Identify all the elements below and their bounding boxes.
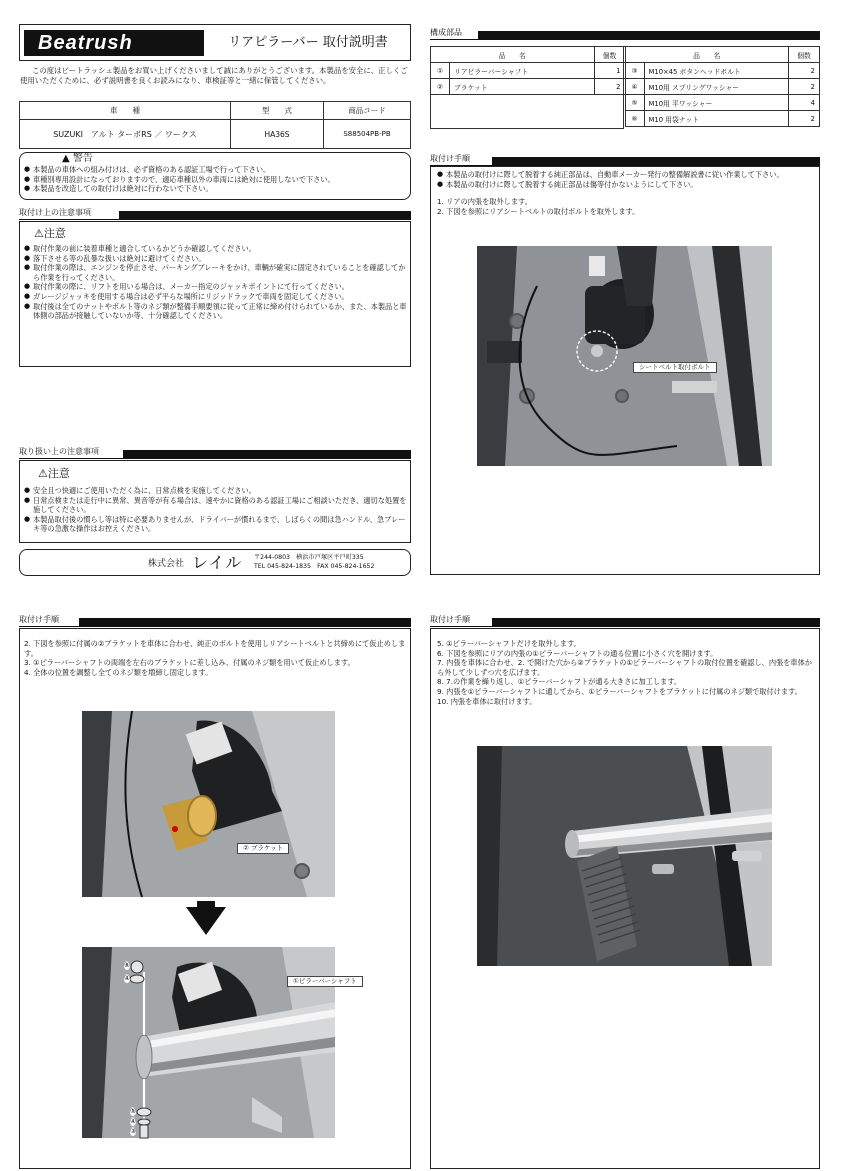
bracket-callout: ② ブラケット — [237, 843, 289, 854]
hw-label-spring-washer-top: ④ — [124, 974, 131, 982]
proc1-steps — [437, 197, 817, 216]
bracket-photo — [82, 711, 335, 897]
parts-row: ② ブラケット 2 ④ M10用 スプリングワッシャー 2 — [431, 79, 820, 95]
down-arrow-stem — [197, 901, 215, 911]
parts-left-frame — [430, 46, 624, 129]
note-item: ● 本製品の取付けに際して脱着する純正部品は、自動車メーカー発行の整備解説書に従い作業して下さい。 — [437, 170, 817, 180]
caution-item: ● 取付作業の前に装着車種と適合しているかどうか確認してください。 — [24, 244, 408, 254]
warning-item: ● 車種別専用設計になっておりますので、適応車種以外の車両には絶対に使用しないで下さい。 — [24, 175, 408, 185]
seatbelt-bolt-callout: シートベルト取付ボルト — [633, 362, 717, 373]
hw-label-spring-washer-bottom: ④ — [130, 1117, 137, 1125]
warning-box — [19, 152, 411, 200]
step-item: 8. 7.の作業を繰り返し、①ピラーバーシャフトが通る大きさに加工します。 — [437, 677, 682, 687]
proc3-steps — [437, 639, 817, 706]
proc1-section-title: 取付け手順 — [430, 155, 820, 166]
note-item: ● 本製品の取付けに際して脱着する純正部品は傷等付かないようにして下さい。 — [437, 180, 817, 190]
header-box — [19, 24, 411, 61]
vehicle-table-header: 車 種 型 式 商品コード — [20, 102, 411, 120]
proc1-notes — [437, 170, 817, 189]
handling-caution-list — [24, 486, 408, 534]
warning-item: ● 本製品を改造しての取付けは絶対に行わないで下さい。 — [24, 184, 408, 194]
caution-item: ● ガレージジャッキを使用する場合は必ず平らな場所にリジッドラックで車両を固定してください。 — [24, 292, 408, 302]
bracket-illustration — [82, 711, 335, 897]
seatbelt-bolt-illustration — [477, 246, 772, 466]
caution-item: ● 取付後は全てのナットやボルト等のネジ類が整備手順要領に従って正常に締め付けられているか、また、本製品と車体側の部品が接触していないか等、十分確認してください。 — [24, 302, 408, 321]
caution-icon: ⚠ — [34, 227, 44, 240]
proc2-steps — [24, 639, 408, 677]
hw-label-bolt: ③ — [130, 1127, 137, 1135]
caution-item: ● 本製品取付後の慣らし等は特に必要ありませんが、ドライバーが慣れるまで、しばらくの間は急ハンドル、急ブレーキ等の急激な操作はお控えください。 — [24, 515, 408, 534]
step-item: 10. 内張を車体に取付けます。 — [437, 696, 537, 706]
step-item: 6. 下図を参照にリアの内張の①ピラーバーシャフトの通る位置に小さく穴を開けます。 — [437, 648, 718, 658]
company-footer — [19, 549, 411, 576]
vehicle-table-row: SUZUKI アルト ターボRS ／ ワークス HA36S S88504PB-PB — [20, 120, 411, 149]
install-caution-heading: ⚠注意 — [34, 227, 66, 240]
company-address: 〒244-0803 横浜市戸塚区平戸町335 — [254, 554, 364, 561]
step-item: 9. 内張を①ピラーバーシャフトに通してから、①ピラーバーシャフトをブラケットに付属のネジ類で取付けます。 — [437, 686, 802, 696]
install-caution-section-title: 取付け上の注意事項 — [19, 209, 411, 220]
caution-item: ● 取付作業の際は、エンジンを停止させ、パーキングブレーキをかけ、車輌が確実に固定されていることを確認してから作業を行ってください。 — [24, 263, 408, 282]
vehicle-table — [19, 101, 411, 149]
down-arrow-icon — [186, 907, 226, 935]
intro-text: この度はビートラッシュ製品をお買い上げくださいまして誠にありがとうございます。本製品を安全に、正しくご使用いただくために、必ず説明書を良くお読みになり、車検証等と一緒に保管してください。 — [20, 66, 408, 85]
parts-section-title: 構成部品 — [430, 29, 820, 40]
trim-photo — [477, 746, 772, 966]
handling-caution-heading: ⚠注意 — [38, 467, 70, 480]
handling-caution-section-title: 取り扱い上の注意事項 — [19, 448, 411, 459]
step-item: 7. 内張を車体に合わせ、2. で開けた穴から②ブラケットの①ピラーバーシャフトの取付位置を確認し、内張を車体から外して少しずつ穴を広げます。 — [437, 658, 812, 677]
step-item: 5. ①ピラーバーシャフトだけを取外します。 — [437, 639, 581, 648]
caution-item: ● 日常点検または走行中に異常、異音等が有る場合は、速やかに資格のある認証工場にご相談いただき、適切な処置を施してください。 — [24, 496, 408, 515]
parts-table-header: 品 名 個数 品 名 個数 — [431, 47, 820, 63]
trim-illustration — [477, 746, 772, 966]
parts-row: ① リアピラーバーシャフト 1 ③ M10×45 ボタンヘッドボルト 2 — [431, 63, 820, 79]
handling-caution-box — [19, 460, 411, 543]
shaft-callout: ①ピラーバーシャフト — [287, 976, 363, 987]
caution-item: ● 安全且つ快適にご使用いただく為に、日常点検を実施してください。 — [24, 486, 408, 496]
step-item: 2. 下図を参照に付属の②ブラケットを車体に合わせ、純正のボルトを使用しリアシートベルトと共締めにて仮止めします。 — [24, 639, 406, 658]
company-prefix: 株式会社 — [148, 559, 185, 569]
warning-list — [24, 165, 408, 194]
brand-logo: Beatrush — [24, 30, 204, 56]
step-item: 4. 全体の位置を調整し全てのネジ類を増締し固定します。 — [24, 667, 213, 677]
caution-icon: ⚠ — [38, 467, 48, 480]
parts-row: ⑤ M10用 平ワッシャー 4 — [431, 95, 820, 111]
warning-icon: ▲ — [62, 153, 70, 164]
doc-title: リアピラーバー 取付説明書 — [228, 35, 388, 50]
install-caution-list — [24, 244, 408, 321]
warning-item: ● 本製品の車体への組み付けは、必ず資格のある認証工場で行って下さい。 — [24, 165, 408, 175]
hw-label-flat-washer-bottom: ⑤ — [130, 1107, 137, 1115]
proc2-section-title: 取付け手順 — [19, 616, 411, 627]
shaft-photo — [82, 947, 357, 1138]
caution-item: ● 落下させる等の乱暴な扱いは絶対に避けてください。 — [24, 254, 408, 264]
company-name: レイル — [192, 553, 243, 572]
step-item: 2. 下図を参照にリアシートベルトの取付ボルトを取外します。 — [437, 206, 640, 216]
hw-label-nut: ⑥ — [124, 961, 131, 969]
warning-heading: ▲ 警告 — [62, 153, 93, 164]
parts-row: ⑥ M10 用袋ナット 2 — [431, 111, 820, 127]
proc3-section-title: 取付け手順 — [430, 616, 820, 627]
step-item: 3. ①ピラーバーシャフトの両端を左右のブラケットに差し込み、付属のネジ類を用いて仮止めします。 — [24, 658, 355, 668]
caution-item: ● 取付作業の際に、リフトを用いる場合は、メーカー指定のジャッキポイントにて行ってください。 — [24, 282, 408, 292]
step-item: 1. リアの内張を取外します。 — [437, 197, 532, 206]
install-caution-box — [19, 221, 411, 367]
seatbelt-bolt-photo — [477, 246, 772, 466]
company-phone: TEL 045-824-1835 FAX 045-824-1652 — [254, 563, 375, 570]
